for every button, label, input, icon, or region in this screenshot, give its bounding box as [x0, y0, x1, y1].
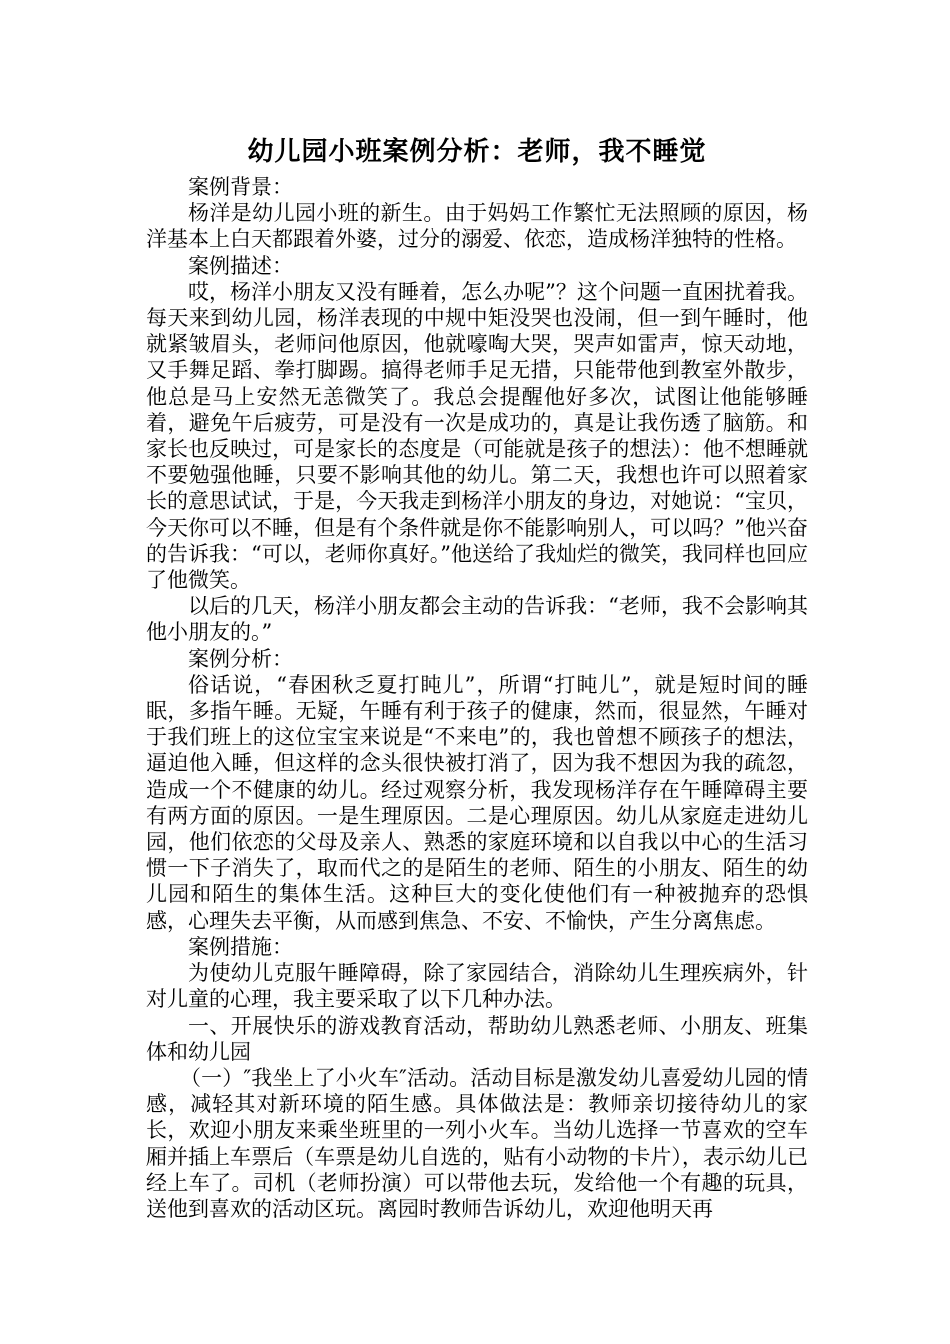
paragraph: 哎，杨洋小朋友又没有睡着，怎么办呢”？这个问题一直困扰着我。每天来到幼儿园，杨洋表现的中规中矩没哭也没闹，但一到午睡时，他就紧皱眉头，老师问他原因，他就嚎啕大哭，哭声如雷声，惊天动地，又手舞足蹈、拳打脚踢。搞得老师手足无措，只能带他到教室外散步，他总是马上安然无恙微笑了。我总会提醒他好多次，试图让他能够睡着，避免午后疲劳，可是没有一次是成功的，真是让我伤透了脑筋。和家长也反映过，可是家长的态度是（可能就是孩子的想法）：他不想睡就不要勉强他睡，只要不影响其他的幼儿。第二天，我想也许可以照着家长的意思试试，于是，今天我走到杨洋小朋友的身边，对她说：“宝贝，今天你可以不睡，但是有个条件就是你不能影响别人，可以吗？”他兴奋的告诉我：“可以，老师你真好。”他送给了我灿烂的微笑，我同样也回应了他微笑。 [146, 279, 808, 593]
section-heading-analysis: 案例分析： [188, 646, 293, 671]
section-heading-background: 案例背景： [188, 175, 293, 199]
document-page [146, 134, 808, 1222]
paragraph: （一）″我坐上了小火车″活动。活动目标是激发幼儿喜爱幼儿园的情感，减轻其对新环境的陌生感。具体做法是：教师亲切接待幼儿的家长，欢迎小朋友来乘坐班里的一列小火车。当幼儿选择一节喜欢的空车厢并插上车票后（车票是幼儿自选的，贴有小动物的卡片），表示幼儿已经上车了。司机（老师扮演）可以带他去玩，发给他一个有趣的玩具，送他到喜欢的活动区玩。离园时教师告诉幼儿，欢迎他明天再 [146, 1065, 808, 1221]
section-heading-description: 案例描述： [188, 253, 293, 278]
paragraph: 一、开展快乐的游戏教育活动，帮助幼儿熟悉老师、小朋友、班集体和幼儿园 [146, 1013, 808, 1064]
section-heading-measures: 案例措施： [188, 934, 293, 959]
document-title: 幼儿园小班案例分析：老师，我不睡觉 [247, 137, 707, 167]
paragraph: 为使幼儿克服午睡障碍，除了家园结合，消除幼儿生理疾病外，针对儿童的心理，我主要采取了以下几种办法。 [146, 961, 808, 1012]
paragraph: 俗话说，“春困秋乏夏打盹儿”，所谓“打盹儿”，就是短时间的睡眠，多指午睡。无疑，午睡有利于孩子的健康，然而，很显然，午睡对于我们班上的这位宝宝来说是“不来电”的，我也曾想不顾孩子的想法，逼迫他入睡，但这样的念头很快被打消了，因为我不想因为我的疏忽，造成一个不健康的幼儿。经过观察分析，我发现杨洋存在午睡障碍主要有两方面的原因。一是生理原因。二是心理原因。幼儿从家庭走进幼儿园，他们依恋的父母及亲人、熟悉的家庭环境和以自我以中心的生活习惯一下子消失了，取而代之的是陌生的老师、陌生的小朋友、陌生的幼儿园和陌生的集体生活。这种巨大的变化使他们有一种被抛弃的恐惧感，心理失去平衡，从而感到焦急、不安、不愉快，产生分离焦虑。 [146, 672, 808, 933]
paragraph: 杨洋是幼儿园小班的新生。由于妈妈工作繁忙无法照顾的原因，杨洋基本上白天都跟着外婆，过分的溺爱、依恋，造成杨洋独特的性格。 [146, 201, 808, 252]
paragraph: 以后的几天，杨洋小朋友都会主动的告诉我：“老师，我不会影响其他小朋友的。” [146, 594, 808, 645]
